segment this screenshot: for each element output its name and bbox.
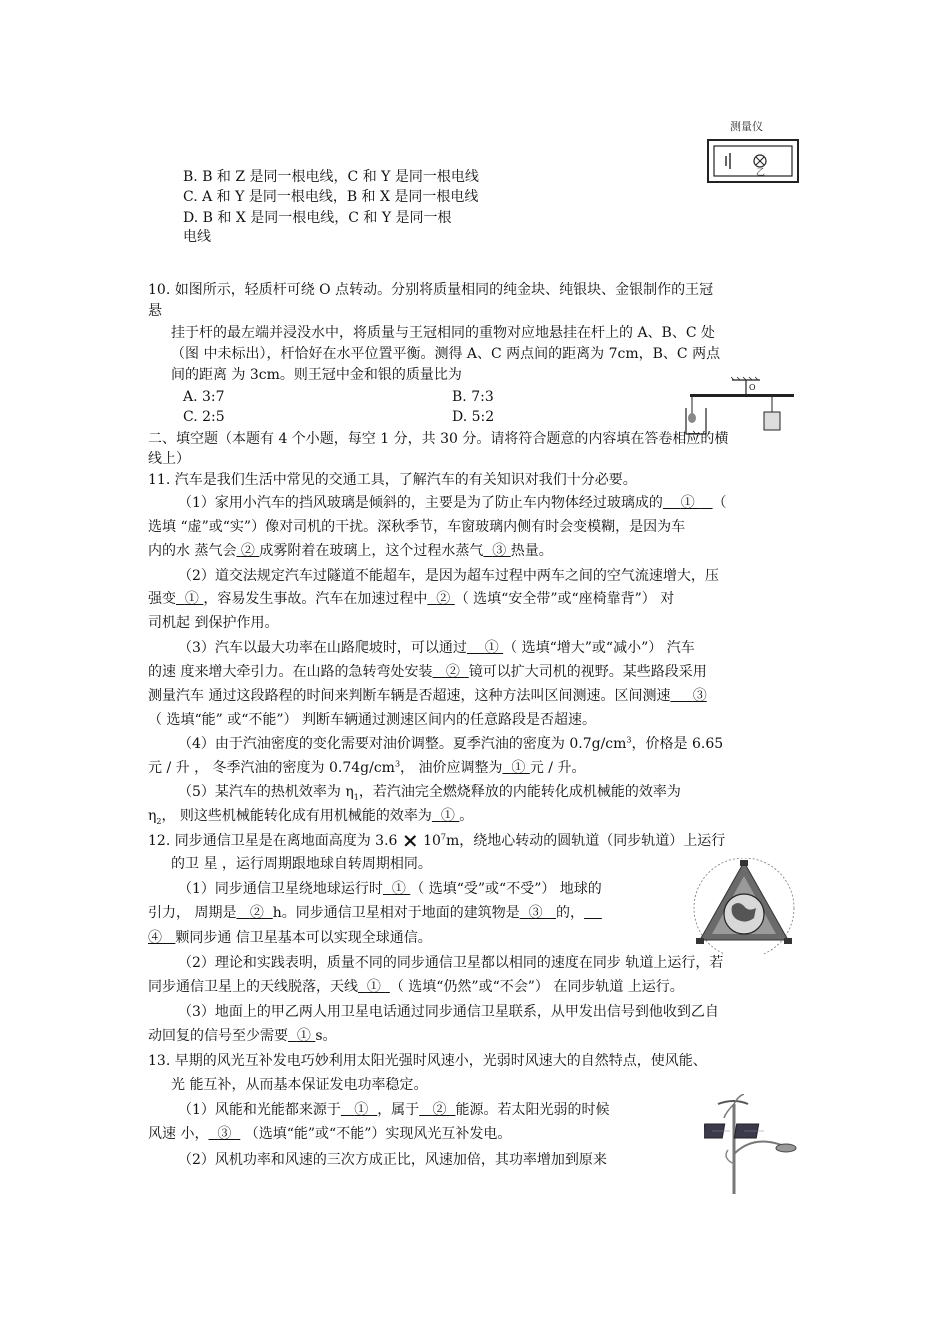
meter-circuit-icon — [700, 120, 810, 190]
q9-option-c: C. A 和 Y 是同一根电线，B 和 X 是同一根电线 — [183, 189, 479, 205]
blank: ① — [184, 591, 204, 607]
q10-option-c: C. 2:5 — [183, 409, 225, 425]
blank: ② — [436, 591, 455, 607]
earth-satellites-icon — [686, 858, 802, 954]
q11-part1-line1: （1）家用小汽车的挡风玻璃是倾斜的，主要是为了防止车内物体经过玻璃成的 ① （ — [178, 495, 727, 511]
q10-option-b: B. 7:3 — [452, 389, 494, 405]
q10-stem-4: （图 中未标出），杆恰好在水平位置平衡。测得 A、C 两点间的距离为 7cm，B、C 两点 — [171, 346, 721, 362]
q11-part1-line3: 内的水 蒸气会 ② 成雾附着在玻璃上，这个过程水蒸气 ③ 热量。 — [148, 543, 553, 559]
blank: ③ — [528, 905, 548, 921]
blank: ② — [445, 664, 465, 680]
q11-part2-line1: （2）道交法规定汽车过隧道不能超车，是因为超车过程中两车之间的空气流速增大，压 — [178, 568, 719, 584]
q11-part3-line2: 的速 度来增大牵引力。在山路的急转弯处安装 ② 镜可以扩大司机的视野。某些路段采用 — [148, 664, 707, 680]
blank: ① — [296, 1028, 316, 1044]
q9-option-d-cont: 电线 — [183, 229, 211, 245]
q11-part3-line3: 测量汽车 通过这段路程的时间来判断车辆是否超速，这种方法叫区间测速。区间测速 ③ — [148, 688, 707, 704]
q11-part2-line3: 司机起 到保护作用。 — [148, 615, 279, 631]
q12-part3-line1: （3）地面上的甲乙两人用卫星电话通过同步通信卫星联系，从甲发出信号到他收到乙自 — [178, 1004, 719, 1020]
q10-stem-3: 挂于杆的最左端并浸没水中，将质量与王冠相同的重物对应地悬挂在杆上的 A、B、C 处 — [171, 325, 716, 341]
q12-part1-line2: 引力， 周期是 ② h。同步通信卫星相对于地面的建筑物是 ③ 的， — [148, 905, 584, 921]
meter-sublabel: 乙 — [756, 168, 766, 178]
wind-solar-figure — [704, 1094, 800, 1194]
q13-part2-line1: （2）风机功率和风速的三次方成正比，风速加倍，其功率增加到原来 — [178, 1152, 607, 1168]
wind-solar-lamp-icon — [704, 1094, 800, 1194]
q9-option-b: B. B 和 Z 是同一根电线，C 和 Y 是同一根电线 — [183, 169, 479, 185]
q12-part2-line1: （2）理论和实践表明，质量不同的同步通信卫星都以相同的速度在同步 轨道上运行，若 — [178, 955, 724, 971]
blank: ① — [440, 808, 460, 824]
q13-stem-1: 13. 早期的风光互补发电巧妙利用太阳光强时风速小，光弱时风速大的自然特点，使风能、 — [148, 1053, 707, 1069]
blank: ③ — [492, 543, 511, 559]
blank: ② — [249, 905, 269, 921]
q12-part2-line2: 同步通信卫星上的天线脱落，天线 ① （ 选填“仍然”或“不会”） 在同步轨道 上运行。 — [148, 979, 684, 995]
blank: ④ — [148, 930, 167, 946]
blank: ② — [240, 543, 260, 559]
q10-option-d: D. 5:2 — [452, 409, 495, 425]
q12-part1-line3: ④ 颗同步通 信卫星基本可以实现全球通信。 — [148, 930, 432, 946]
q9-option-d: D. B 和 X 是同一根电线，C 和 Y 是同一根 — [183, 210, 452, 226]
meter-title: 测量仪 — [730, 120, 763, 133]
q12-stem-2: 的卫 星 ，运行周期跟地球自转周期相同。 — [171, 856, 432, 872]
blank: ③ — [692, 688, 707, 704]
q11-part5-line1: （5）某汽车的热机效率为 $\eta_1$，若汽油完全燃烧释放的内能转化成机械能的效率为 — [178, 784, 681, 802]
q13-stem-2: 光 能互补，从而基本保证发电功率稳定。 — [171, 1077, 428, 1093]
blank: ① — [511, 760, 530, 776]
q10-option-a: A. 3:7 — [183, 389, 225, 405]
section-2-header-1: 二、填空题（本题有 4 个小题，每空 1 分，共 30 分。请将符合题意的内容填在答卷相应的横 — [148, 431, 729, 447]
blank: ① — [366, 979, 386, 995]
q11-stem: 11. 汽车是我们生活中常见的交通工具，了解汽车的有关知识对我们十分必要。 — [148, 472, 637, 488]
q10-stem-5: 间的距离 为 3cm。则王冠中金和银的质量比为 — [171, 367, 462, 383]
q13-part1-line1: （1）风能和光能都来源于 ① ，属于 ② 能源。若太阳光弱的时候 — [178, 1102, 610, 1118]
q11-part5-line2: $\eta_2$， 则这些机械能转化成有用机械能的效率为 ① 。 — [148, 808, 474, 826]
blank: ③ — [217, 1126, 236, 1142]
q10-stem-2: 悬 — [148, 303, 162, 319]
q12-part3-line2: 动回复的信号至少需要 ① s。 — [148, 1028, 337, 1044]
blank: ① — [391, 881, 411, 897]
satellite-figure — [686, 858, 802, 954]
q12-stem-1: 12. 同步通信卫星是在离地面高度为 $3.6 \times 10^7m$，绕地心转动的圆轨道（同步轨道）上运行 — [148, 828, 726, 852]
q13-part1-line2: 风速 小， ③ （选填“能”或“不能”）实现风光互补发电。 — [148, 1126, 512, 1142]
blank: ① — [680, 495, 700, 511]
lever-icon — [676, 376, 800, 436]
q11-part3-line1: （3）汽车以最大功率在山路爬坡时，可以通过 ① （ 选填“增大”或“减小”） 汽车 — [178, 640, 695, 656]
meter-figure — [700, 120, 810, 190]
q11-part3-line4: （ 选填“能” 或“不能”） 判断车辆通过测速区间内的任意路段是否超速。 — [148, 712, 596, 728]
q11-part4-line1: （4）由于汽油密度的变化需要对油价调整。夏季汽油的密度为 $0.7g/cm^3$，价格是 6.65 — [178, 735, 724, 752]
blank: ① — [484, 640, 504, 656]
q11-part4-line2: 元 / 升 ， 冬季汽油的密度为 $0.74g/cm^3$， 油价应调整为 ① 元 / 升。 — [148, 759, 586, 776]
blank: ② — [432, 1102, 451, 1118]
lever-pivot-label: O — [749, 383, 756, 392]
q11-part2-line2: 强变 ① ，容易发生事故。汽车在加速过程中 ② （ 选填“安全带”或“座椅靠背”） 对 — [148, 591, 675, 607]
section-2-header-2: 线上） — [148, 451, 190, 467]
q10-stem-1: 10. 如图所示，轻质杆可绕 O 点转动。分别将质量相同的纯金块、纯银块、金银制作的王冠 — [148, 282, 714, 298]
blank: ① — [354, 1102, 373, 1118]
q11-part1-line2: 选填 “虚”或“实”）像对司机的干扰。深秋季节，车窗玻璃内侧有时会变模糊，是因为车 — [148, 519, 686, 535]
q12-part1-line1: （1）同步通信卫星绕地球运行时 ① （ 选填“受”或“不受”） 地球的 — [178, 881, 602, 897]
lever-figure — [676, 376, 800, 436]
